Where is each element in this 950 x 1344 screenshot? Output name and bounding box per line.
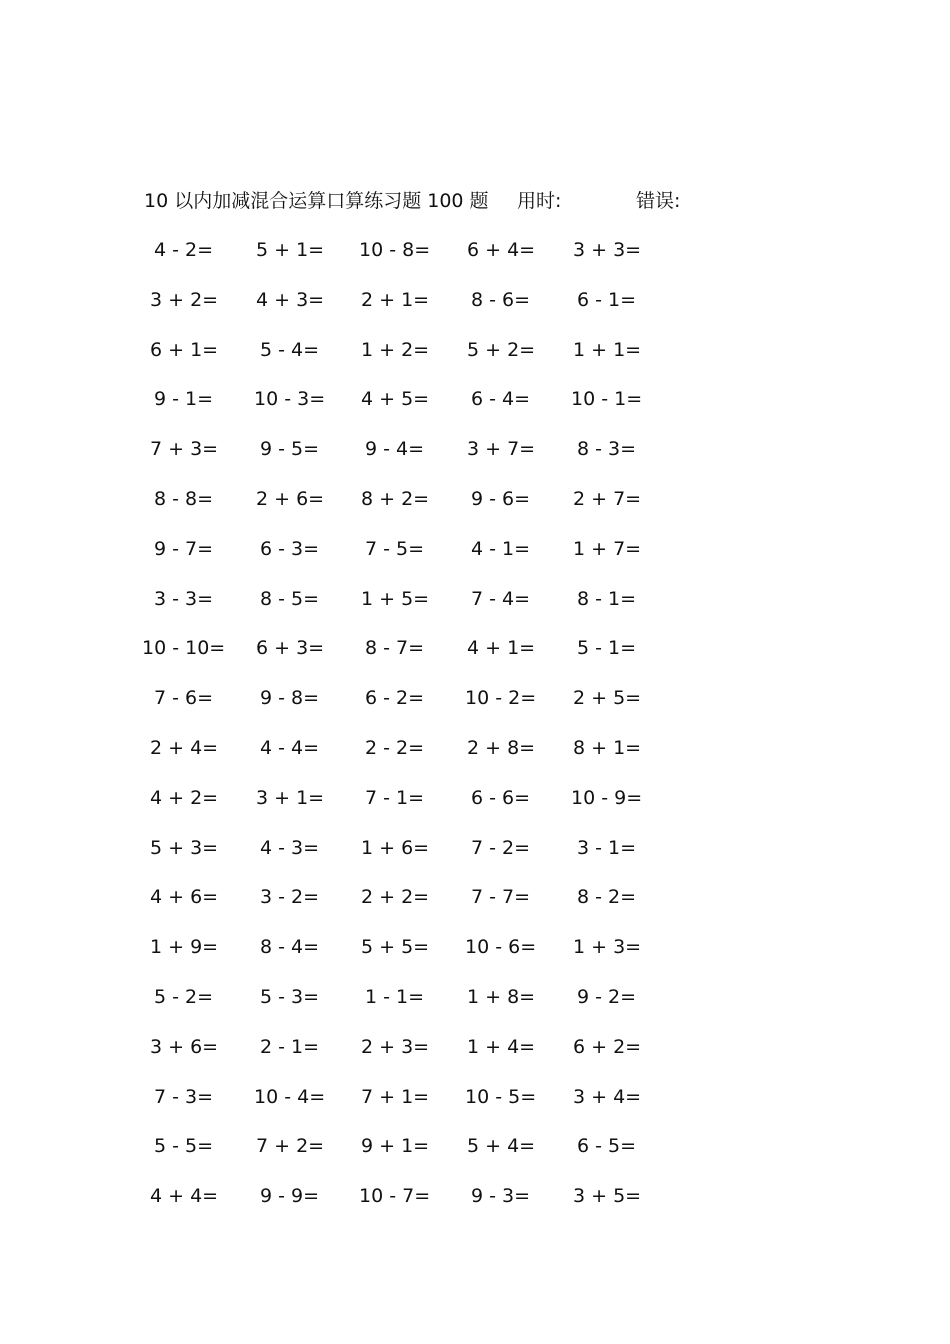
problem-item: 10 - 3= xyxy=(254,388,326,411)
problem-row xyxy=(0,335,950,365)
problem-item: 5 - 5= xyxy=(154,1135,214,1158)
problem-item: 1 + 3= xyxy=(573,936,642,959)
problem-item: 8 - 5= xyxy=(260,587,320,610)
problem-row xyxy=(0,783,950,813)
problem-row xyxy=(0,982,950,1012)
problem-item: 9 - 6= xyxy=(471,488,531,510)
problem-item: 3 - 2= xyxy=(260,886,320,909)
problem-item: 5 - 2= xyxy=(154,986,214,1008)
problem-item: 10 - 4= xyxy=(254,1085,326,1108)
worksheet-header xyxy=(144,186,844,216)
problem-item: 7 - 4= xyxy=(471,587,531,610)
problem-item: 7 - 7= xyxy=(471,886,531,909)
problem-item: 4 + 4= xyxy=(150,1185,219,1208)
problem-item: 3 + 5= xyxy=(573,1185,642,1208)
problem-item: 5 - 3= xyxy=(260,986,320,1008)
problem-item: 8 + 1= xyxy=(573,737,642,759)
problem-item: 7 + 3= xyxy=(150,438,219,461)
problem-item: 4 + 2= xyxy=(150,786,219,809)
problem-item: 8 - 8= xyxy=(154,488,214,510)
problem-item: 3 - 1= xyxy=(577,836,637,859)
problem-item: 3 + 7= xyxy=(467,438,536,461)
problem-item: 9 - 7= xyxy=(154,537,214,560)
problem-item: 10 - 5= xyxy=(465,1085,537,1108)
problem-item: 7 - 6= xyxy=(154,687,214,710)
problem-item: 6 + 1= xyxy=(150,338,219,361)
problem-row xyxy=(0,683,950,713)
problem-item: 10 - 1= xyxy=(571,388,643,411)
problem-item: 4 - 1= xyxy=(471,537,531,560)
problem-item: 10 - 2= xyxy=(465,687,537,710)
problem-item: 10 - 10= xyxy=(142,637,226,660)
problem-item: 10 - 8= xyxy=(359,239,431,261)
problem-item: 6 + 4= xyxy=(467,239,536,261)
problem-item: 6 - 3= xyxy=(260,537,320,560)
problem-item: 8 - 7= xyxy=(365,637,425,660)
problem-item: 3 - 3= xyxy=(154,587,214,610)
problem-item: 8 - 2= xyxy=(577,886,637,909)
problem-item: 6 - 6= xyxy=(471,786,531,809)
problem-item: 6 - 1= xyxy=(577,288,637,311)
problem-item: 7 - 5= xyxy=(365,537,425,560)
problem-item: 7 + 1= xyxy=(361,1085,430,1108)
problem-item: 8 + 2= xyxy=(361,488,430,510)
time-used-label: 用时: xyxy=(517,190,562,212)
problem-item: 8 - 1= xyxy=(577,587,637,610)
problem-row xyxy=(0,384,950,414)
problem-item: 4 + 1= xyxy=(467,637,536,660)
problem-item: 4 + 5= xyxy=(361,388,430,411)
problem-item: 10 - 6= xyxy=(465,936,537,959)
problem-item: 2 + 8= xyxy=(467,737,536,759)
problem-item: 5 - 1= xyxy=(577,637,637,660)
problem-item: 2 + 5= xyxy=(573,687,642,710)
problem-row xyxy=(0,932,950,962)
problem-row xyxy=(0,534,950,564)
problem-row xyxy=(0,633,950,663)
problem-item: 6 - 2= xyxy=(365,687,425,710)
problem-item: 7 - 2= xyxy=(471,836,531,859)
problem-item: 9 - 5= xyxy=(260,438,320,461)
problem-item: 4 - 4= xyxy=(260,737,320,759)
problem-item: 5 + 2= xyxy=(467,338,536,361)
problem-item: 9 - 8= xyxy=(260,687,320,710)
problem-item: 1 - 1= xyxy=(365,986,425,1008)
problem-item: 9 - 3= xyxy=(471,1185,531,1208)
problem-item: 1 + 4= xyxy=(467,1035,536,1058)
problem-item: 3 + 2= xyxy=(150,288,219,311)
problem-row xyxy=(0,285,950,315)
problem-item: 10 - 9= xyxy=(571,786,643,809)
worksheet-title: 10 以内加减混合运算口算练习题 100 题 xyxy=(144,190,489,212)
problem-item: 3 + 4= xyxy=(573,1085,642,1108)
problem-item: 2 - 2= xyxy=(365,737,425,759)
problem-item: 2 + 3= xyxy=(361,1035,430,1058)
problem-item: 7 - 3= xyxy=(154,1085,214,1108)
problem-item: 1 + 6= xyxy=(361,836,430,859)
problem-item: 5 + 3= xyxy=(150,836,219,859)
problem-item: 1 + 7= xyxy=(573,537,642,560)
problem-item: 4 - 3= xyxy=(260,836,320,859)
problem-item: 2 + 4= xyxy=(150,737,219,759)
problem-item: 2 + 6= xyxy=(256,488,325,510)
problem-item: 5 + 5= xyxy=(361,936,430,959)
problem-row xyxy=(0,235,950,265)
problem-row xyxy=(0,584,950,614)
problem-item: 9 - 2= xyxy=(577,986,637,1008)
problem-item: 5 + 1= xyxy=(256,239,325,261)
problem-item: 3 + 6= xyxy=(150,1035,219,1058)
problem-row xyxy=(0,882,950,912)
problem-item: 4 - 2= xyxy=(154,239,214,261)
problem-item: 6 + 2= xyxy=(573,1035,642,1058)
problem-row xyxy=(0,833,950,863)
problem-item: 5 + 4= xyxy=(467,1135,536,1158)
problem-item: 3 + 1= xyxy=(256,786,325,809)
problem-item: 6 - 5= xyxy=(577,1135,637,1158)
problem-item: 8 - 3= xyxy=(577,438,637,461)
problem-item: 6 + 3= xyxy=(256,637,325,660)
problem-item: 4 + 6= xyxy=(150,886,219,909)
problem-item: 2 + 1= xyxy=(361,288,430,311)
problem-item: 9 - 9= xyxy=(260,1185,320,1208)
error-count-label: 错误: xyxy=(636,190,681,212)
problem-item: 9 - 1= xyxy=(154,388,214,411)
problem-item: 1 + 8= xyxy=(467,986,536,1008)
problem-item: 9 + 1= xyxy=(361,1135,430,1158)
problem-row xyxy=(0,733,950,763)
problem-row xyxy=(0,1082,950,1112)
problem-item: 8 - 4= xyxy=(260,936,320,959)
problem-row xyxy=(0,1131,950,1161)
problem-item: 4 + 3= xyxy=(256,288,325,311)
problem-item: 7 + 2= xyxy=(256,1135,325,1158)
problem-item: 8 - 6= xyxy=(471,288,531,311)
problem-item: 5 - 4= xyxy=(260,338,320,361)
problem-row xyxy=(0,484,950,514)
problem-item: 9 - 4= xyxy=(365,438,425,461)
problem-item: 1 + 5= xyxy=(361,587,430,610)
problem-row xyxy=(0,1181,950,1211)
problem-item: 2 - 1= xyxy=(260,1035,320,1058)
problem-item: 6 - 4= xyxy=(471,388,531,411)
problem-row xyxy=(0,1032,950,1062)
problem-item: 10 - 7= xyxy=(359,1185,431,1208)
problem-item: 2 + 2= xyxy=(361,886,430,909)
problem-item: 1 + 2= xyxy=(361,338,430,361)
problem-item: 2 + 7= xyxy=(573,488,642,510)
problem-item: 7 - 1= xyxy=(365,786,425,809)
problem-item: 1 + 1= xyxy=(573,338,642,361)
problem-row xyxy=(0,434,950,464)
problem-item: 1 + 9= xyxy=(150,936,219,959)
problem-item: 3 + 3= xyxy=(573,239,642,261)
